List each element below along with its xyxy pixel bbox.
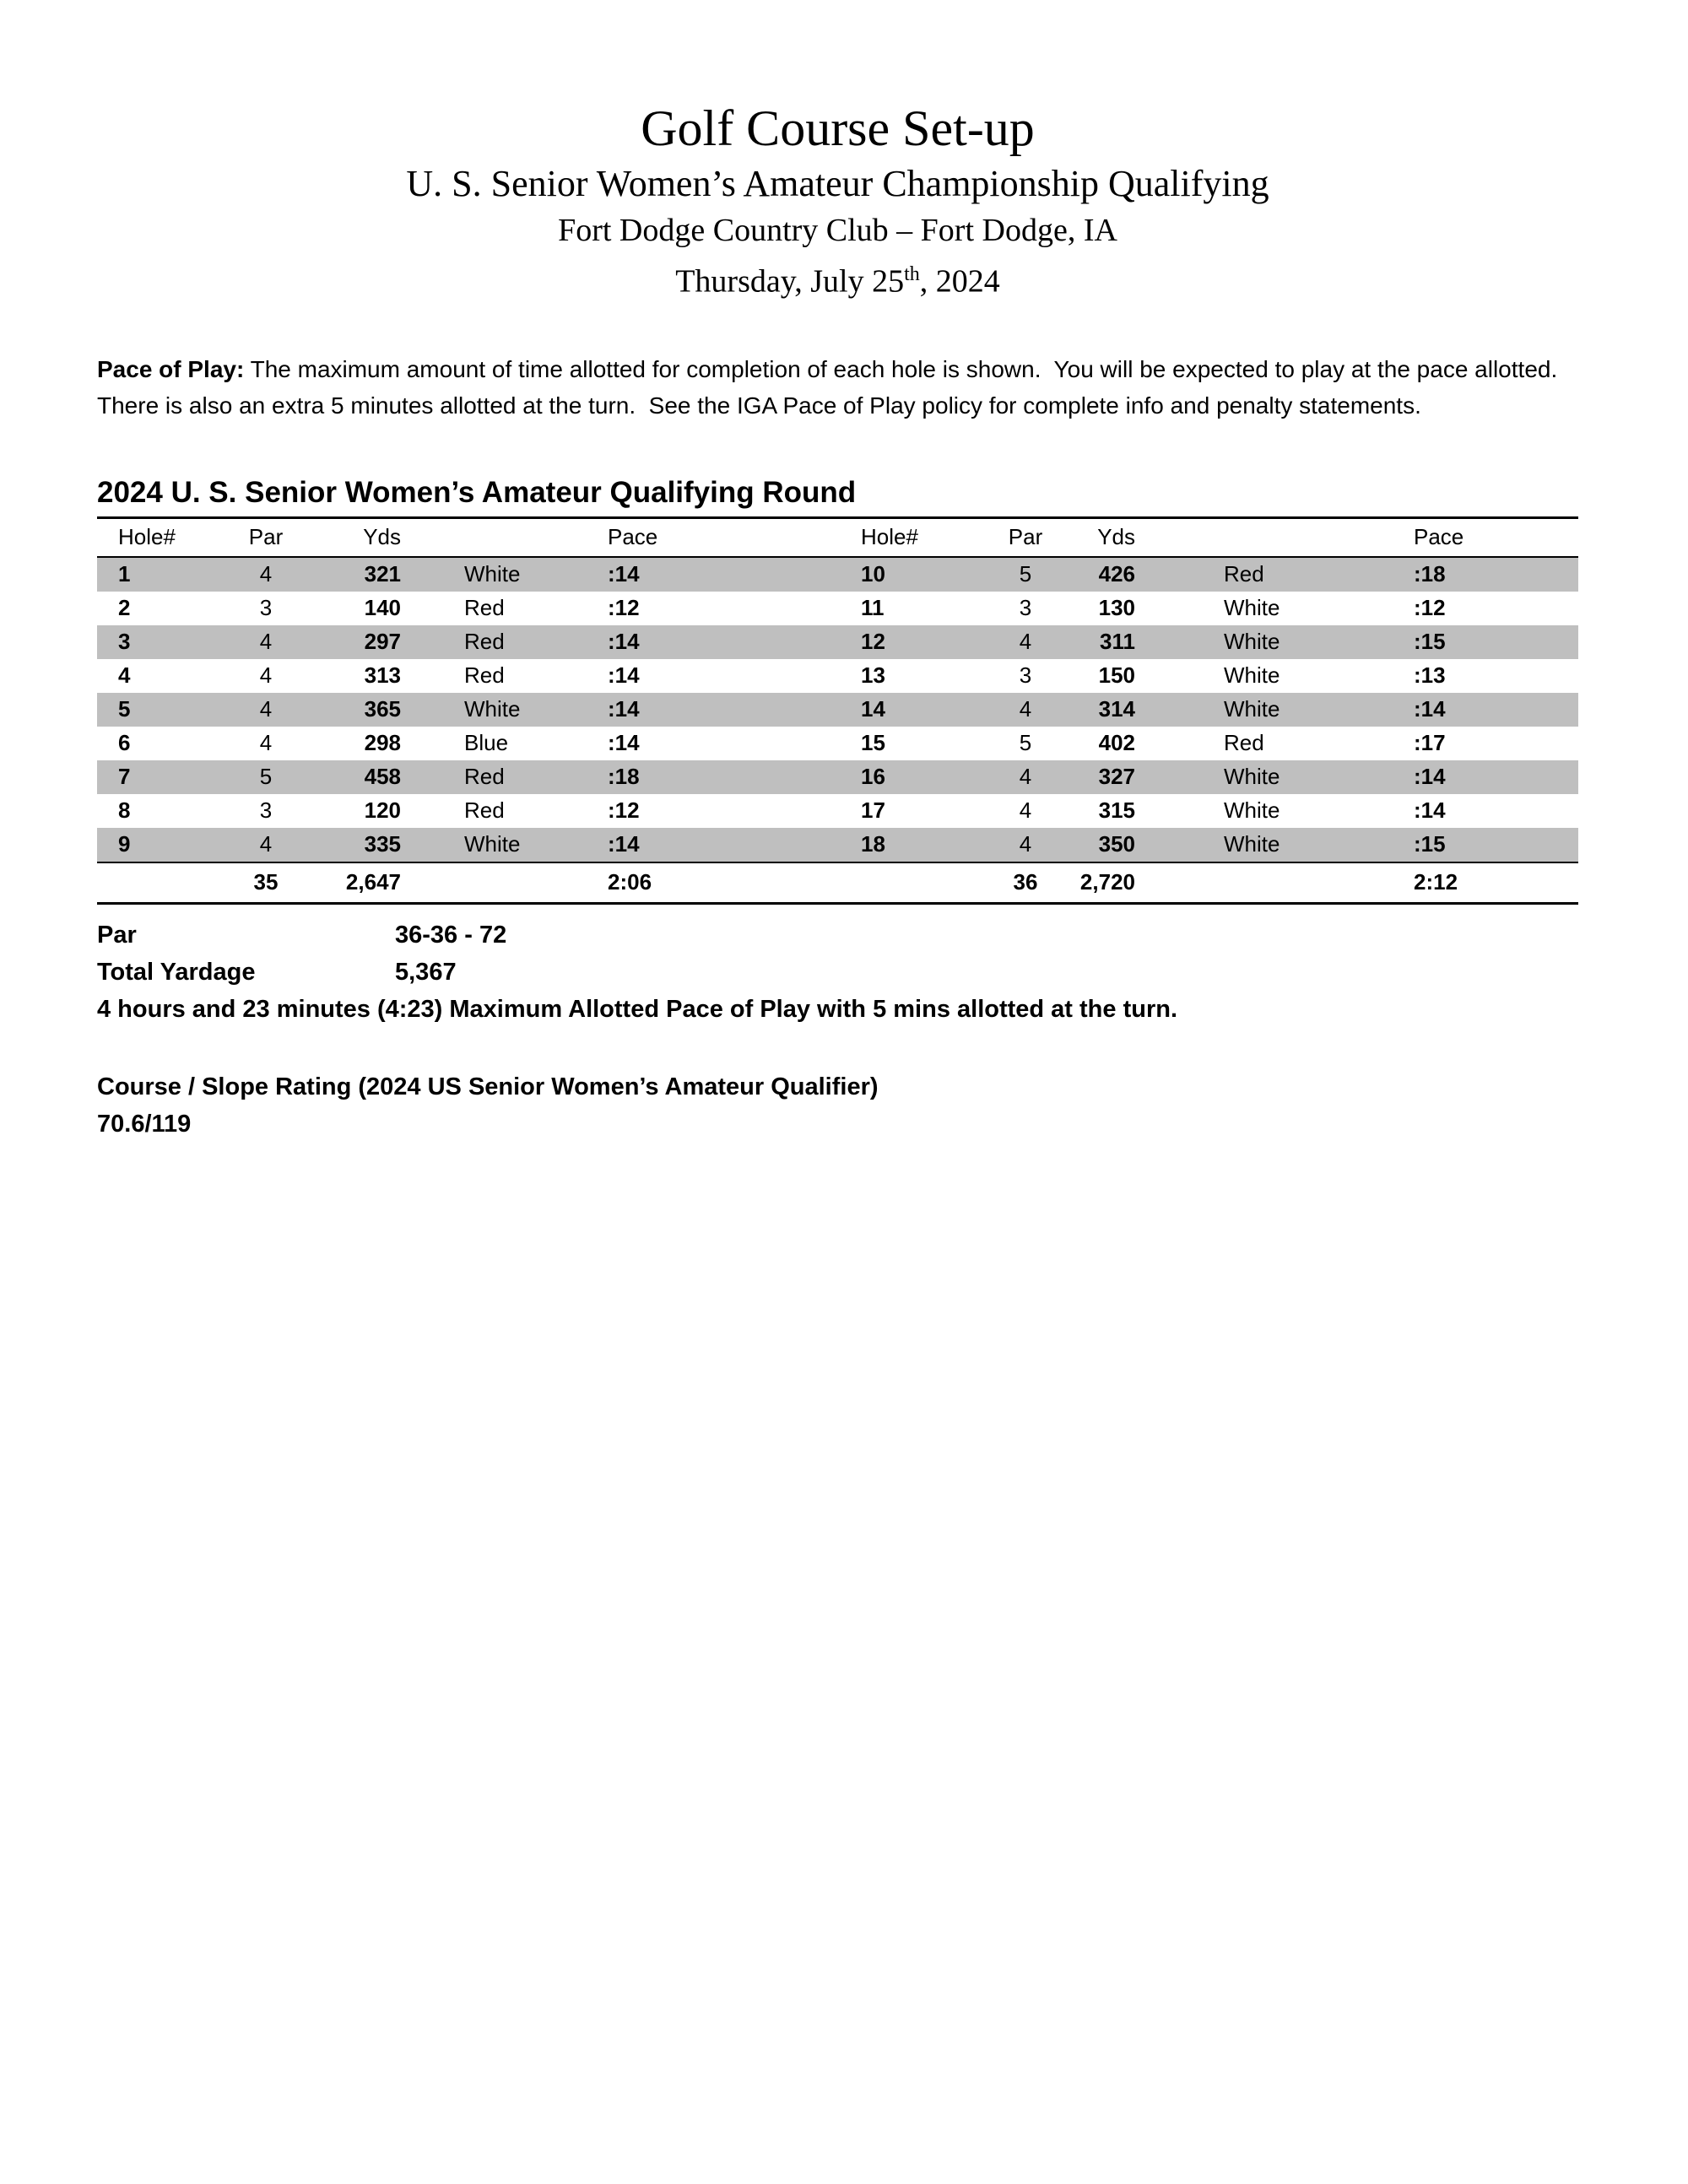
column-header-pace: Pace bbox=[608, 524, 658, 550]
front-total-par: 35 bbox=[253, 869, 279, 895]
yds-cell: 311 bbox=[1100, 629, 1135, 655]
hole-number-cell: 4 bbox=[118, 662, 131, 689]
date-prefix: Thursday, July 25 bbox=[675, 263, 905, 300]
tee-color-cell: Red bbox=[1224, 730, 1264, 756]
table-totals-row bbox=[97, 862, 1578, 905]
table-row bbox=[97, 727, 1578, 760]
column-header-pace: Pace bbox=[1414, 524, 1464, 550]
column-header-par: Par bbox=[1008, 524, 1043, 550]
tee-color-cell: Red bbox=[1224, 561, 1264, 587]
yds-cell: 130 bbox=[1098, 595, 1135, 621]
tee-color-cell: Red bbox=[464, 797, 505, 824]
rating-label: Course / Slope Rating (2024 US Senior Women’s Amateur Qualifier) bbox=[97, 1073, 879, 1100]
tee-color-cell: White bbox=[1224, 831, 1280, 857]
tee-color-cell: Red bbox=[464, 662, 505, 689]
pace-of-play-text: The maximum amount of time allotted for completion of each hole is shown. You will be expected to play at the pace allotted. There is also an extra 5 minutes allotted at the turn. See the IGA Pace of Play policy for complete info and penalty statements. bbox=[97, 355, 1571, 419]
pace-cell: :12 bbox=[608, 595, 640, 621]
date-line bbox=[97, 252, 1578, 304]
par-cell: 5 bbox=[1019, 730, 1032, 756]
pace-cell: :14 bbox=[608, 629, 640, 655]
hole-number-cell: 10 bbox=[861, 561, 885, 587]
par-cell: 4 bbox=[259, 696, 273, 722]
yds-cell: 297 bbox=[364, 629, 401, 655]
yds-cell: 458 bbox=[364, 764, 401, 790]
par-cell: 4 bbox=[259, 831, 273, 857]
par-cell: 4 bbox=[1019, 764, 1032, 790]
table-body bbox=[97, 558, 1578, 862]
course-table bbox=[97, 519, 1578, 905]
yds-cell: 315 bbox=[1098, 797, 1135, 824]
pace-cell: :15 bbox=[1414, 831, 1446, 857]
tee-color-cell: White bbox=[1224, 797, 1280, 824]
table-row bbox=[97, 659, 1578, 693]
pace-of-play-label: Pace of Play: bbox=[97, 355, 245, 382]
hole-number-cell: 13 bbox=[861, 662, 885, 689]
hole-number-cell: 17 bbox=[861, 797, 885, 824]
hole-number-cell: 2 bbox=[118, 595, 131, 621]
yds-cell: 426 bbox=[1098, 561, 1135, 587]
section-heading: 2024 U. S. Senior Women’s Amateur Qualifying Round bbox=[97, 476, 1578, 519]
hole-number-cell: 8 bbox=[118, 797, 131, 824]
total-yardage-value: 5,367 bbox=[395, 958, 457, 986]
total-yardage-label: Total Yardage bbox=[97, 958, 256, 986]
pace-cell: :12 bbox=[1414, 595, 1446, 621]
yds-cell: 298 bbox=[364, 730, 401, 756]
hole-number-cell: 3 bbox=[118, 629, 131, 655]
title-block bbox=[97, 97, 1578, 304]
par-cell: 4 bbox=[1019, 629, 1032, 655]
par-cell: 3 bbox=[259, 797, 273, 824]
hole-number-cell: 14 bbox=[861, 696, 885, 722]
page-title: Golf Course Set-up bbox=[641, 100, 1035, 156]
front-total-yds: 2,647 bbox=[345, 869, 401, 895]
pace-of-play-paragraph bbox=[97, 351, 1578, 424]
par-cell: 4 bbox=[1019, 696, 1032, 722]
tee-color-cell: Red bbox=[464, 764, 505, 790]
pace-cell: :17 bbox=[1414, 730, 1446, 756]
back-total-pace: 2:12 bbox=[1414, 869, 1458, 895]
tee-color-cell: White bbox=[464, 831, 521, 857]
pace-cell: :14 bbox=[1414, 797, 1446, 824]
summary-block bbox=[97, 916, 1578, 1028]
tee-color-cell: White bbox=[464, 696, 521, 722]
hole-number-cell: 11 bbox=[861, 595, 885, 621]
table-row bbox=[97, 828, 1578, 862]
par-value: 36-36 - 72 bbox=[395, 921, 507, 949]
par-label: Par bbox=[97, 921, 137, 949]
yds-cell: 365 bbox=[364, 696, 401, 722]
yds-cell: 335 bbox=[364, 831, 401, 857]
pace-note: 4 hours and 23 minutes (4:23) Maximum Allotted Pace of Play with 5 mins allotted at the turn. bbox=[97, 995, 1178, 1023]
date-suffix: , 2024 bbox=[919, 263, 1000, 300]
pace-cell: :14 bbox=[1414, 764, 1446, 790]
rating-block bbox=[97, 1068, 1578, 1143]
hole-number-cell: 1 bbox=[118, 561, 131, 587]
table-row bbox=[97, 693, 1578, 727]
par-cell: 5 bbox=[1019, 561, 1032, 587]
tee-color-cell: Red bbox=[464, 629, 505, 655]
date-ordinal: th bbox=[904, 263, 920, 285]
pace-cell: :14 bbox=[608, 561, 640, 587]
hole-number-cell: 15 bbox=[861, 730, 885, 756]
venue-line: Fort Dodge Country Club – Fort Dodge, IA bbox=[558, 213, 1117, 248]
column-header-yds: Yds bbox=[363, 524, 401, 550]
yds-cell: 402 bbox=[1098, 730, 1135, 756]
tee-color-cell: White bbox=[464, 561, 521, 587]
pace-cell: :14 bbox=[608, 662, 640, 689]
page-subtitle: U. S. Senior Women’s Amateur Championship Qualifying bbox=[406, 163, 1269, 204]
yds-cell: 120 bbox=[364, 797, 401, 824]
tee-color-cell: White bbox=[1224, 629, 1280, 655]
tee-color-cell: Red bbox=[464, 595, 505, 621]
tee-color-cell: White bbox=[1224, 764, 1280, 790]
yds-cell: 314 bbox=[1098, 696, 1135, 722]
pace-cell: :14 bbox=[608, 730, 640, 756]
par-cell: 3 bbox=[1019, 662, 1032, 689]
pace-cell: :18 bbox=[1414, 561, 1446, 587]
hole-number-cell: 9 bbox=[118, 831, 131, 857]
yardage-summary-row bbox=[97, 954, 1578, 991]
column-header-yds: Yds bbox=[1097, 524, 1135, 550]
par-cell: 3 bbox=[1019, 595, 1032, 621]
table-header-row bbox=[97, 519, 1578, 558]
front-total-pace: 2:06 bbox=[608, 869, 652, 895]
yds-cell: 150 bbox=[1098, 662, 1135, 689]
table-row bbox=[97, 558, 1578, 592]
par-cell: 4 bbox=[1019, 831, 1032, 857]
hole-number-cell: 18 bbox=[861, 831, 885, 857]
table-row bbox=[97, 794, 1578, 828]
pace-cell: :14 bbox=[1414, 696, 1446, 722]
par-cell: 3 bbox=[259, 595, 273, 621]
table-row bbox=[97, 592, 1578, 625]
table-row bbox=[97, 760, 1578, 794]
tee-color-cell: White bbox=[1224, 696, 1280, 722]
yds-cell: 350 bbox=[1098, 831, 1135, 857]
back-total-yds: 2,720 bbox=[1079, 869, 1135, 895]
column-header-hole: Hole# bbox=[118, 524, 176, 550]
hole-number-cell: 5 bbox=[118, 696, 131, 722]
table-row bbox=[97, 625, 1578, 659]
yds-cell: 327 bbox=[1098, 764, 1135, 790]
par-cell: 4 bbox=[259, 629, 273, 655]
pace-cell: :13 bbox=[1414, 662, 1446, 689]
column-header-par: Par bbox=[248, 524, 284, 550]
yds-cell: 321 bbox=[364, 561, 401, 587]
par-cell: 4 bbox=[259, 561, 273, 587]
par-summary-row bbox=[97, 916, 1578, 954]
hole-number-cell: 12 bbox=[861, 629, 885, 655]
tee-color-cell: Blue bbox=[464, 730, 509, 756]
par-cell: 4 bbox=[1019, 797, 1032, 824]
pace-cell: :18 bbox=[608, 764, 640, 790]
par-cell: 4 bbox=[259, 662, 273, 689]
back-total-par: 36 bbox=[1013, 869, 1038, 895]
pace-cell: :14 bbox=[608, 696, 640, 722]
yds-cell: 140 bbox=[364, 595, 401, 621]
par-cell: 5 bbox=[259, 764, 273, 790]
hole-number-cell: 6 bbox=[118, 730, 131, 756]
pace-cell: :12 bbox=[608, 797, 640, 824]
yds-cell: 313 bbox=[364, 662, 401, 689]
par-cell: 4 bbox=[259, 730, 273, 756]
tee-color-cell: White bbox=[1224, 662, 1280, 689]
hole-number-cell: 16 bbox=[861, 764, 885, 790]
pace-cell: :14 bbox=[608, 831, 640, 857]
column-header-hole: Hole# bbox=[861, 524, 918, 550]
hole-number-cell: 7 bbox=[118, 764, 131, 790]
tee-color-cell: White bbox=[1224, 595, 1280, 621]
rating-value: 70.6/119 bbox=[97, 1110, 192, 1138]
pace-cell: :15 bbox=[1414, 629, 1446, 655]
